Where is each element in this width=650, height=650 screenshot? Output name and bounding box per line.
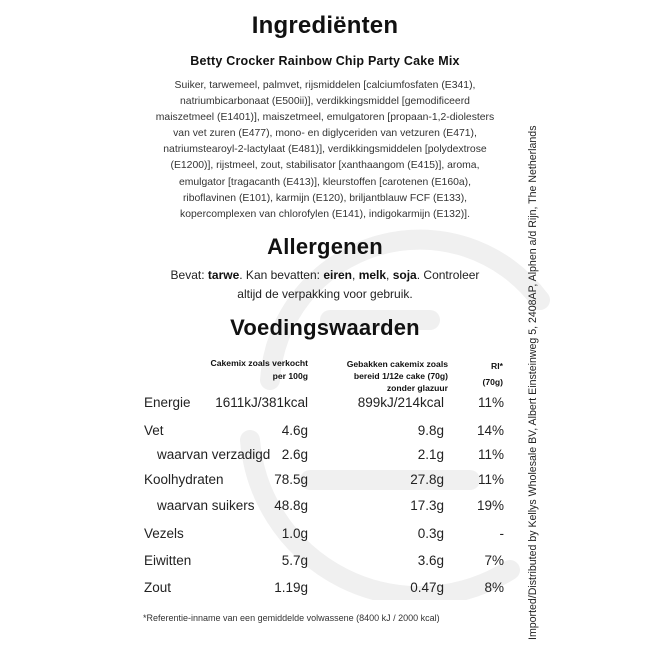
value-ri: 11% <box>477 472 504 487</box>
separator: , <box>386 268 393 282</box>
ingredients-line: maiszetmeel (E1401)], maiszetmeel, emulgatoren [propaan-1,2-diolesters <box>155 112 495 124</box>
value-prepared: 0.3g <box>417 526 444 541</box>
nutrient-label: Energie <box>144 395 191 410</box>
nutrition-row-vet <box>0 423 650 445</box>
nutrient-label: Koolhydraten <box>144 472 224 487</box>
allergen-may-contain: melk <box>358 268 387 282</box>
header-line: zonder glazuur <box>386 383 448 393</box>
column-header-as-sold <box>210 357 308 383</box>
value-prepared: 899kJ/214kcal <box>357 395 444 410</box>
value-prepared: 3.6g <box>417 553 444 568</box>
nutrition-title: Voedingswaarden <box>230 315 420 340</box>
value-prepared: 27.8g <box>410 472 444 487</box>
nutrient-label: Vezels <box>144 526 184 541</box>
value-prepared: 2.1g <box>417 447 444 462</box>
allergens-line <box>140 266 510 285</box>
product-name: Betty Crocker Rainbow Chip Party Cake Mix <box>190 54 460 68</box>
value-ri: 19% <box>476 498 504 513</box>
value-per-100g: 4.6g <box>281 423 308 438</box>
header-line: Cakemix zoals verkocht <box>210 358 308 368</box>
nutrition-row-verzadigd <box>0 447 650 469</box>
allergens-title: Allergenen <box>267 234 383 259</box>
separator: , <box>352 268 359 282</box>
ingredients-text <box>150 78 500 223</box>
value-ri: 8% <box>484 580 504 595</box>
value-ri: 14% <box>476 423 504 438</box>
ingredients-title: Ingrediënten <box>251 12 399 39</box>
header-line: bereid 1/12e cake (70g) <box>353 371 448 381</box>
allergen-contains: tarwe <box>207 268 240 282</box>
value-per-100g: 2.6g <box>281 447 308 462</box>
value-ri: 11% <box>477 395 504 410</box>
nutrient-label: Zout <box>144 580 172 595</box>
value-per-100g: 1611kJ/381kcal <box>215 395 308 410</box>
ingredients-line: (E1200)], rijstmeel, zout, stabilisator [xanthaangom (E415)], aroma, <box>170 160 480 172</box>
nutrition-row-koolhydraten <box>0 472 650 494</box>
allergen-may-contain: eiren <box>323 268 353 282</box>
value-ri: 7% <box>484 553 504 568</box>
allergens-text <box>140 266 510 304</box>
header-line: Gebakken cakemix zoals <box>346 359 448 369</box>
ingredients-line: natriumbicarbonaat (E500ii)], verdikkingsmiddel [gemodificeerd <box>180 96 470 108</box>
ingredients-line: riboflavinen (E101), karmijn (E120), briljantblauw FCF (E133), <box>182 192 468 204</box>
nutrition-row-suikers <box>0 498 650 520</box>
ingredients-line: emulgator [tragacanth (E413)], kleurstoffen [carotenen (E160a), <box>178 176 472 188</box>
nutrition-row-energie <box>0 395 650 417</box>
value-prepared: 0.47g <box>410 580 444 595</box>
ingredients-line: natriumstearoyl-2-lactylaat (E481)], verdikkingsmiddelen [polydextrose <box>163 144 487 156</box>
value-prepared: 17.3g <box>410 498 444 513</box>
value-per-100g: 1.19g <box>274 580 308 595</box>
nutrition-row-vezels <box>0 526 650 548</box>
nutrient-label: Eiwitten <box>144 553 192 568</box>
importer-info: Imported/Distributed by Kellys Wholesale BV, Albert Einsteinweg 5, 2408AP, Alphen a/d Rijn, The Netherlands <box>527 125 539 640</box>
nutrition-row-zout <box>0 580 650 602</box>
header-line: (70g) <box>482 377 503 387</box>
value-prepared: 9.8g <box>417 423 444 438</box>
value-ri: - <box>499 526 504 541</box>
value-per-100g: 78.5g <box>274 472 308 487</box>
ingredients-line: van vet zuren (E477), mono- en diglyceriden van vetzuren (E471), <box>173 128 477 140</box>
allergens-line-end: . Controleer <box>416 268 480 282</box>
bevat-label: Bevat: <box>170 268 208 282</box>
allergen-may-contain: soja <box>392 268 417 282</box>
nutrient-label: waarvan verzadigd <box>157 447 271 462</box>
nutrient-label: waarvan suikers <box>157 498 255 513</box>
value-ri: 11% <box>477 447 504 462</box>
column-header-prepared <box>340 358 448 394</box>
ingredients-line: kopercomplexen van chlorofylen (E141), indigokarmijn (E132)]. <box>180 208 470 220</box>
value-per-100g: 5.7g <box>281 553 308 568</box>
ri-footnote: *Referentie-inname van een gemiddelde volwassene (8400 kJ / 2000 kcal) <box>143 613 440 623</box>
value-per-100g: 48.8g <box>274 498 308 513</box>
column-header-ri <box>458 358 503 390</box>
nutrition-row-eiwitten <box>0 553 650 575</box>
allergens-line: altijd de verpakking voor gebruik. <box>237 287 413 301</box>
header-line: per 100g <box>272 371 308 381</box>
may-contain-label: . Kan bevatten: <box>239 268 324 282</box>
header-line: RI* <box>491 361 503 371</box>
nutrient-label: Vet <box>144 423 164 438</box>
value-per-100g: 1.0g <box>281 526 308 541</box>
ingredients-line: Suiker, tarwemeel, palmvet, rijsmiddelen [calciumfosfaten (E341), <box>174 80 476 91</box>
